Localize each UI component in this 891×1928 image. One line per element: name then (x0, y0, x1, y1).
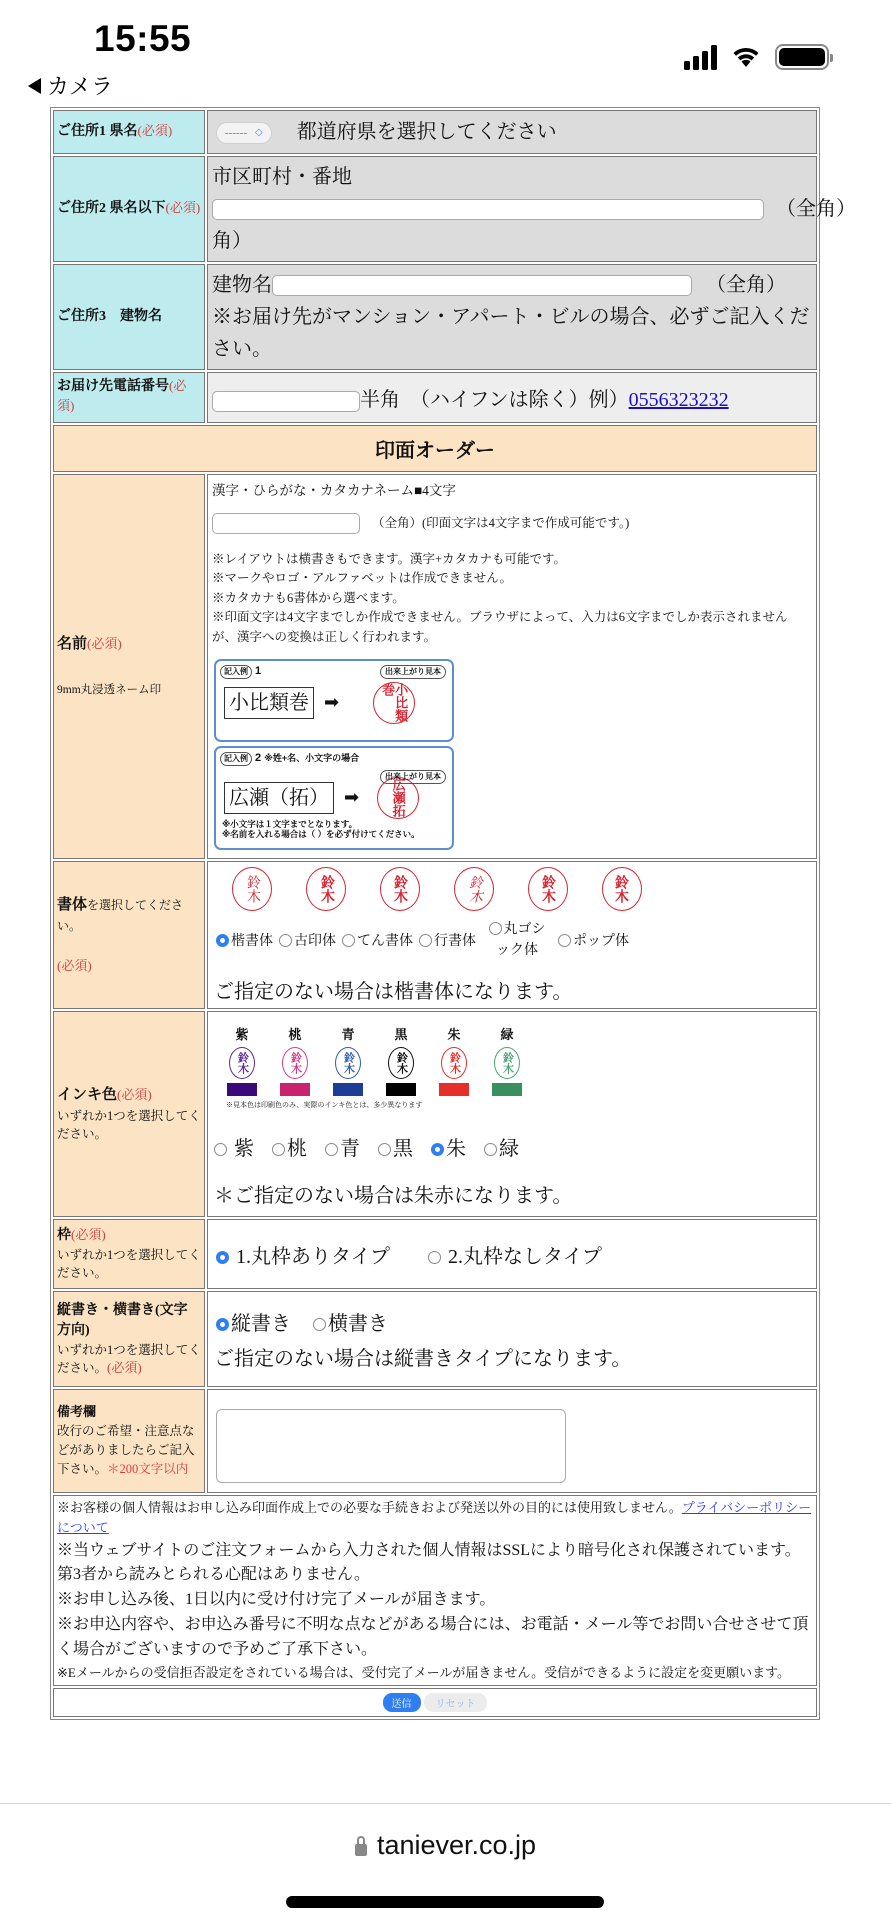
ink-option-blue[interactable] (325, 1132, 360, 1161)
required-mark: (必須) (87, 636, 122, 652)
radio-unselected[interactable] (325, 1143, 338, 1156)
building-suffix: （全角） (706, 274, 786, 296)
example1-row (216, 682, 452, 724)
address1-label-text: ご住所1 県名 (57, 123, 138, 139)
ink-sample-name: 黒 (394, 1027, 408, 1043)
name-note: ※カタカナも6書体から選べます。 (212, 590, 405, 605)
frame-option-round[interactable] (216, 1240, 390, 1269)
name-input-hint: （全角）(印面文字は4文字まで作成可能です。) (372, 515, 630, 530)
remarks-textarea[interactable] (216, 1409, 566, 1483)
back-arrow-icon (28, 78, 41, 94)
font-sample-gyosho: 鈴木 (454, 867, 494, 911)
example-image-2 (214, 746, 454, 850)
ssl-note: ※当ウェブサイトのご注文フォームから入力された個人情報はSSLにより暗号化され保護されています。第3者から読みとられる心配はありません。 (57, 1541, 801, 1584)
example2-number: 2 (255, 752, 262, 765)
font-sample-koin: 鈴木 (306, 867, 346, 911)
ink-option-label: 緑 (499, 1138, 519, 1161)
ink-option-label: 朱 (446, 1138, 466, 1161)
ink-option-label: 黒 (393, 1138, 413, 1161)
example2-note: ※小文字は１文字までとなります。 (222, 818, 358, 829)
arrow-right-icon: ➡ (324, 692, 340, 713)
direction-default-note: ご指定のない場合は縦書きタイプになります。 (214, 1348, 632, 1371)
example2-tag: 記入例 (220, 752, 252, 766)
row-direction (53, 1291, 817, 1387)
row-section-header (53, 425, 817, 472)
font-sample-maru-gothic: 鈴木 (528, 867, 568, 911)
required-mark: (必須) (107, 1360, 142, 1376)
font-sample-pop: 鈴木 (602, 867, 642, 911)
privacy-policy-link[interactable]: プライバシーポリシーについて (57, 1500, 812, 1536)
example2-title (216, 748, 452, 769)
row-footer-notes (53, 1495, 817, 1685)
reject-setting-note: ※Eメールからの受信拒否設定をされている場合は、受付完了メールが届きません。受信ができるように設定を変更願います。 (57, 1664, 791, 1680)
frame-option-none[interactable] (428, 1240, 602, 1269)
font-option-gyosho[interactable] (419, 930, 476, 950)
row-buttons (53, 1688, 817, 1717)
font-label-bold: 書体 (57, 896, 88, 913)
frame-options (212, 1240, 812, 1269)
ink-sample-blue (332, 1024, 364, 1096)
row-name (53, 474, 817, 860)
address2-label-text: ご住所2 県名以下 (57, 200, 166, 216)
toolbar-divider (0, 1803, 891, 1804)
remarks-label (53, 1389, 205, 1493)
back-to-app-button[interactable] (28, 70, 113, 101)
ink-swatch (386, 1083, 416, 1096)
example1-stamp: 小比類巻 (373, 682, 415, 724)
prefecture-select-value: ------ (225, 126, 247, 139)
radio-unselected[interactable] (313, 1318, 326, 1331)
ink-sample-stamp: 鈴木 (441, 1047, 467, 1079)
radio-unselected[interactable] (272, 1143, 285, 1156)
direction-options (212, 1307, 812, 1336)
address2-suffix: （全角） (776, 198, 856, 220)
remarks-sub-label: 改行のご希望・注意点などがありましたらご記入下さい。 (57, 1423, 195, 1477)
phone-input[interactable] (212, 391, 360, 412)
ink-sample-name: 緑 (500, 1027, 514, 1043)
lock-icon (355, 1836, 367, 1856)
order-form-table (50, 107, 856, 1720)
phone-example-link[interactable]: 0556323232 (628, 388, 729, 411)
ink-swatch (227, 1083, 257, 1096)
ink-sample-purple (226, 1024, 258, 1096)
ink-swatch (439, 1083, 469, 1096)
phone-label (53, 372, 205, 423)
select-chevron-icon: ◇ (254, 127, 263, 139)
radio-unselected[interactable] (419, 934, 432, 947)
name-label-text: 名前 (57, 636, 88, 653)
submit-button[interactable]: 送信 (383, 1693, 421, 1712)
ink-sample-stamp: 鈴木 (388, 1047, 414, 1079)
font-label-rest: を選択してください。 (57, 897, 184, 933)
inquiry-note: ※お申込内容や、お申込み番号に不明な点などがある場合には、お電話・メール等でお問い合せさせて頂く場合がございますので予めご了承下さい。 (57, 1616, 809, 1658)
font-option-kaisho[interactable] (216, 930, 273, 950)
reset-button[interactable]: リセット (424, 1693, 488, 1712)
address1-value-cell (207, 110, 817, 154)
building-prefix: 建物名 (212, 274, 272, 296)
ink-option-green[interactable] (484, 1132, 519, 1161)
direction-option-label: 縦書き (231, 1313, 291, 1336)
example2-notes (216, 819, 452, 842)
building-note: ※お届け先がマンション・アパート・ビルの場合、必ずご記入ください。 (212, 306, 810, 360)
direction-option-horizontal[interactable] (313, 1307, 388, 1336)
order-form (50, 107, 856, 1720)
font-options (212, 919, 812, 961)
ink-label-text: インキ色 (57, 1087, 118, 1104)
font-samples (212, 867, 812, 911)
prefecture-select[interactable] (216, 122, 272, 144)
required-mark: (必須) (57, 378, 187, 414)
ink-option-pink[interactable] (272, 1132, 307, 1161)
ink-value-cell (207, 1011, 817, 1217)
arrow-right-icon: ➡ (344, 787, 360, 808)
remarks-limit: ＊200文字以内 (107, 1462, 189, 1477)
font-option-label: 行書体 (434, 933, 476, 949)
address3-value-cell (207, 264, 817, 370)
font-option-label: 丸ゴシック体 (496, 921, 546, 958)
prefecture-hint: 都道府県を選択してください (296, 121, 557, 143)
frame-sub-label: いずれか1つを選択してください。 (57, 1248, 201, 1281)
address-bar[interactable] (0, 1830, 891, 1861)
required-mark: (必須) (137, 122, 173, 138)
radio-selected[interactable] (431, 1143, 444, 1156)
address3-label-text: ご住所3 建物名 (57, 308, 162, 324)
example1-sample-tag: 出来上がり見本 (380, 665, 446, 679)
radio-selected[interactable] (216, 934, 229, 947)
ink-sample-name: 青 (341, 1027, 355, 1043)
address2-suffix-wrap: 角） (212, 230, 252, 252)
ink-sample-stamp: 鈴木 (229, 1047, 255, 1079)
row-ink (53, 1011, 817, 1217)
row-font (53, 861, 817, 1009)
address1-label (53, 110, 205, 154)
radio-unselected[interactable] (489, 922, 502, 935)
row-remarks (53, 1389, 817, 1493)
cellular-signal-icon (684, 44, 717, 70)
battery-icon (775, 44, 829, 70)
ink-sample-green (491, 1024, 523, 1096)
name-notes (212, 550, 812, 648)
name-note: ※印面文字は4文字までしか作成できません。ブラウザによって、入力は6文字までしか表示されませんが、漢字への変換は正しく行われます。 (212, 610, 788, 644)
ink-samples (212, 1020, 812, 1096)
ink-swatch-note: ※見本色は印刷色のみ、実際のインキ色とは、多少異なります (226, 1102, 423, 1110)
name-note: ※レイアウトは横書きもできます。漢字+カタカナも可能です。 (212, 551, 567, 566)
address3-label (53, 264, 205, 370)
ink-sub-label: いずれか1つを選択してください。 (57, 1109, 201, 1142)
direction-value-cell (207, 1291, 817, 1387)
radio-unselected[interactable] (342, 934, 355, 947)
ink-label (53, 1011, 205, 1217)
required-mark: (必須) (165, 199, 201, 215)
font-option-maru-gothic[interactable] (482, 919, 552, 961)
frame-value-cell (207, 1219, 817, 1289)
building-input[interactable] (272, 275, 692, 296)
name-input[interactable] (212, 513, 360, 534)
name-value-cell (207, 474, 817, 860)
radio-selected[interactable] (216, 1251, 229, 1264)
status-bar (0, 0, 891, 104)
domain-label: taniever.co.jp (376, 1830, 537, 1860)
status-time: 15:55 (94, 18, 192, 59)
example2-input-text: 広瀬（拓） (224, 782, 334, 814)
font-option-pop[interactable] (558, 930, 629, 950)
footer-notes (53, 1495, 817, 1685)
direction-option-vertical[interactable] (216, 1307, 291, 1336)
address2-input[interactable] (212, 199, 764, 220)
row-phone (53, 372, 817, 423)
direction-sub-label: いずれか1つを選択してください。 (57, 1343, 201, 1376)
name-label (53, 474, 205, 860)
radio-selected[interactable] (216, 1318, 229, 1331)
ink-option-label: 青 (340, 1138, 360, 1161)
example2-sample-tag: 出来上がり見本 (380, 770, 446, 784)
ink-default-note: ＊ご指定のない場合は朱赤になります。 (214, 1185, 573, 1208)
font-option-label: てん書体 (357, 933, 413, 949)
font-option-label: ポップ体 (573, 933, 629, 949)
required-mark: (必須) (117, 1087, 152, 1103)
section-title: 印面オーダー (53, 425, 817, 472)
ink-option-black[interactable] (378, 1132, 413, 1161)
phone-value-cell (207, 372, 817, 423)
ink-option-label: 桃 (287, 1138, 307, 1161)
privacy-note: ※お客様の個人情報はお申し込み印面作成上での必要な手続きおよび発送以外の目的には使用致しません。 (57, 1500, 682, 1516)
radio-unselected[interactable] (428, 1251, 441, 1264)
direction-option-label: 横書き (328, 1313, 388, 1336)
direction-label (53, 1291, 205, 1387)
ink-sample-pink (279, 1024, 311, 1096)
address2-label (53, 156, 205, 262)
font-option-koin[interactable] (279, 930, 336, 950)
name-note: ※マークやロゴ・アルファベットは作成できません。 (212, 571, 513, 586)
ink-sample-name: 朱 (447, 1027, 461, 1043)
name-sub-label: 9mm丸浸透ネーム印 (57, 684, 162, 696)
phone-hint: 半角 （ハイフンは除く）例） (360, 388, 629, 411)
phone-label-text: お届け先電話番号 (57, 379, 169, 394)
example-image-1 (214, 659, 454, 742)
example1-tag: 記入例 (220, 665, 252, 679)
ink-sample-stamp: 鈴木 (335, 1047, 361, 1079)
required-mark: (必須) (71, 1227, 106, 1243)
direction-label-text: 縦書き・横書き(文字方向) (57, 1302, 188, 1338)
font-value-cell (207, 861, 817, 1009)
radio-unselected[interactable] (214, 1143, 227, 1156)
radio-unselected[interactable] (484, 1143, 497, 1156)
remarks-label-text: 備考欄 (57, 1403, 97, 1419)
example2-stamp: 広瀬拓 (377, 777, 419, 819)
ink-sample-vermilion (438, 1024, 470, 1096)
example1-input-text: 小比類巻 (224, 687, 314, 719)
buttons-cell (53, 1688, 817, 1717)
ink-options (212, 1132, 812, 1161)
wifi-icon (731, 45, 761, 69)
home-indicator[interactable] (286, 1896, 604, 1908)
row-address1 (53, 110, 817, 154)
ink-option-vermilion[interactable] (431, 1132, 466, 1161)
example2-note: ※名前を入れる場合は（ ）を必ず付けてください。 (222, 829, 420, 840)
ink-option-label: 紫 (234, 1138, 254, 1161)
font-option-tensho[interactable] (342, 930, 413, 950)
radio-unselected[interactable] (279, 934, 292, 947)
row-address3 (53, 264, 817, 370)
frame-label-text: 枠 (57, 1228, 71, 1244)
address2-value-cell (207, 156, 856, 262)
ink-sample-name: 桃 (288, 1027, 302, 1043)
name-caption: 漢字・ひらがな・カタカナネーム■4文字 (212, 482, 456, 498)
ink-sample-stamp: 鈴木 (494, 1047, 520, 1079)
frame-option-label: 2.丸枠なしタイプ (448, 1245, 602, 1268)
font-default-note: ご指定のない場合は楷書体になります。 (214, 980, 573, 1003)
radio-unselected[interactable] (378, 1143, 391, 1156)
example1-number: 1 (255, 665, 262, 678)
font-label (53, 861, 205, 1009)
address2-caption: 市区町村・番地 (212, 166, 352, 188)
remarks-value-cell (207, 1389, 817, 1493)
row-frame (53, 1219, 817, 1289)
ink-sample-name: 紫 (235, 1027, 249, 1043)
example2-title-text: ※姓+名、小文字の場合 (264, 752, 360, 763)
required-mark: (必須) (57, 957, 92, 973)
font-sample-kaisho: 鈴木 (232, 867, 272, 911)
ink-swatch (333, 1083, 363, 1096)
ink-sample-black (385, 1024, 417, 1096)
status-icons (684, 44, 829, 70)
font-option-label: 楷書体 (231, 933, 273, 949)
ink-swatch (492, 1083, 522, 1096)
back-app-label: カメラ (47, 74, 114, 99)
radio-unselected[interactable] (558, 934, 571, 947)
ink-option-purple[interactable] (214, 1132, 254, 1161)
font-sample-tensho: 鈴木 (380, 867, 420, 911)
frame-label (53, 1219, 205, 1289)
font-option-label: 古印体 (294, 933, 336, 949)
ink-swatch (280, 1083, 310, 1096)
row-address2 (53, 156, 817, 262)
ink-sample-stamp: 鈴木 (282, 1047, 308, 1079)
confirm-mail-note: ※お申し込み後、1日以内に受け付け完了メールが届きます。 (57, 1591, 496, 1609)
frame-option-label: 1.丸枠ありタイプ (236, 1245, 390, 1268)
